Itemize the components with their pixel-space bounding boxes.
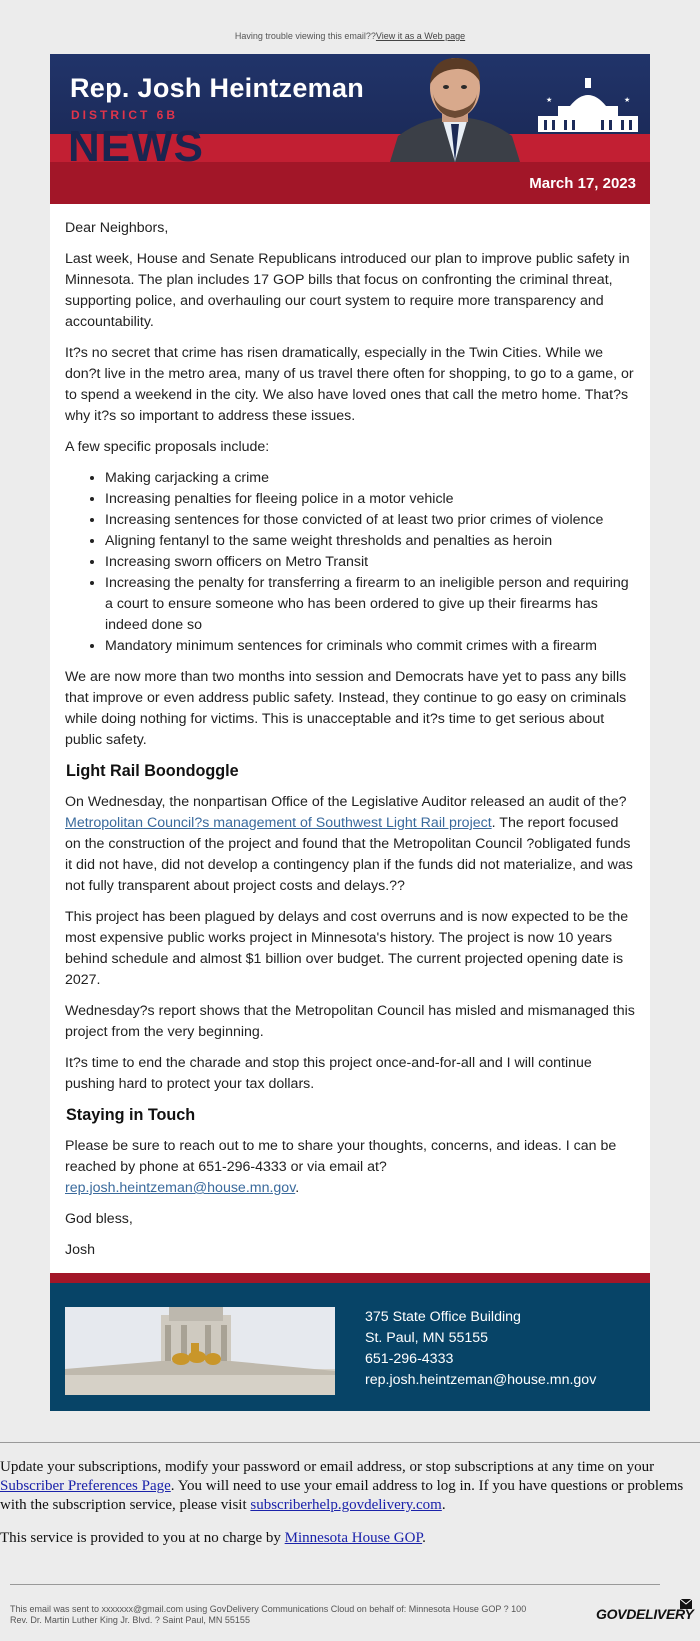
list-item: • Making carjacking a crime [105,468,635,489]
capitol-building-icon [538,76,638,136]
office-address [365,1307,596,1391]
preheader-text: Having trouble viewing this email?? [234,31,376,41]
list-item: • Increasing sentences for those convicted of at least two prior crimes of violence [105,510,635,531]
service-text-end: . [422,1530,426,1546]
subscription-text-end: . [441,1497,446,1513]
audit-text-start: On Wednesday, the nonpartisan Office of the Legislative Auditor released an audit of the? [65,794,627,810]
fine-print-line-1: This email was sent to xxxxxxx@gmail.com using GovDelivery Communications Cloud on behalf of: Minnesota House GOP ? 100 [10,1604,527,1614]
crime-paragraph: It?s no secret that crime has risen dramatically, especially in the Twin Cities. While we don?t live in the metro area, many of us travel there often for shopping, to go to a game, or to spend a weekend in the city. We also have loved ones that call the metro home. That?s why it?s so important to address these issues. [65,345,634,424]
masthead-news: NEWS [68,122,204,171]
intro-paragraph: Last week, House and Senate Republicans introduced our plan to improve public safety in Minnesota. The plan includes 17 GOP bills that focus on confronting the criminal threat, supporting police, and overhauling our court system to require more transparency and accountability. [65,251,630,330]
subscriber-preferences-link[interactable]: Subscriber Preferences Page [0,1478,171,1494]
svg-text:★: ★ [546,96,553,104]
charade-paragraph: It?s time to end the charade and stop this project once-and-for-all and I will continue pushing hard to protect your tax dollars. [65,1055,592,1092]
contact-paragraph [65,1136,635,1199]
representative-name: Rep. Josh Heintzeman [70,73,365,103]
fine-print [10,1604,590,1626]
view-web-page-link[interactable]: View it as a Web page [375,31,466,41]
session-paragraph: We are now more than two months into session and Democrats have yet to pass any bills that improve or even address public safety. Instead, they continue to go easy on criminals while doing nothing for victims. This is unacceptable and it?s time to get serious about public safety. [65,669,627,748]
proposals-list [65,468,635,657]
delays-paragraph: This project has been plagued by delays and cost overruns and is now expected to be the most expensive public works project in Minnesota's history. The project is now 10 years behind schedule and almost $1 billion over budget. The current projected opening date is 2027. [65,909,629,988]
newsletter-banner [50,54,650,204]
district-label: DISTRICT 6B [71,108,179,122]
issue-date: March 17, 2023 [529,175,636,192]
subscription-text: Update your subscriptions, modify your password or email address, or stop subscriptions at any time on your [0,1459,655,1475]
list-item: • Increasing the penalty for transferring a firearm to an ineligible person and requiring a court to ensure someone who has been ordered to give up their firearms has indeed done so [105,573,635,636]
signoff: God bless, [65,1211,133,1227]
office-phone: 651-296-4333 [365,1351,454,1367]
light-rail-heading: Light Rail Boondoggle [66,762,239,780]
contact-email-link[interactable]: rep.josh.heintzeman@house.mn.gov [65,1180,296,1196]
address-line-1: 375 State Office Building [365,1309,521,1325]
capitol-dome-photo [65,1307,335,1395]
proposals-intro: A few specific proposals include: [65,439,270,455]
signature: Josh [65,1242,95,1258]
svg-text:★: ★ [624,96,631,104]
contact-text: Please be sure to reach out to me to share your thoughts, concerns, and ideas. I can be reached by phone at 651-296-4333 or via email at? [65,1138,617,1175]
fine-print-line-2: Rev. Dr. Martin Luther King Jr. Blvd. ? Saint Paul, MN 55155 [10,1615,250,1625]
audit-text-end: . The report focused on the construction of the project and found that the Metropolitan Council ?obligated funds it did not have, did not develop a contingency plan if the funds did not materialize, and was not fully transparent about project costs and delays.?? [65,815,633,894]
office-email: rep.josh.heintzeman@house.mn.gov [365,1372,597,1388]
newsletter-body [50,204,650,1273]
preheader [0,0,700,54]
email-container [50,54,650,1411]
greeting: Dear Neighbors, [65,220,169,236]
list-item: • Increasing penalties for fleeing police in a motor vehicle [105,489,635,510]
report-paragraph: Wednesday?s report shows that the Metropolitan Council has misled and mismanaged this project from the very beginning. [65,1003,635,1040]
subscription-paragraph [0,1458,700,1515]
divider [10,1584,660,1585]
subscriber-help-link[interactable]: subscriberhelp.govdelivery.com [250,1497,442,1513]
service-text: This service is provided to you at no charge by [0,1530,285,1546]
staying-in-touch-heading: Staying in Touch [66,1106,196,1124]
list-item: • Increasing sworn officers on Metro Transit [105,552,635,573]
govdelivery-logo[interactable]: GOVDELIVERY [596,1606,694,1622]
minnesota-house-gop-link[interactable]: Minnesota House GOP [284,1530,423,1546]
subscription-text-middle: . You will need to use your email address to log in. If you have questions or problems with the subscription service, please visit [0,1478,684,1513]
service-paragraph [0,1529,700,1548]
contact-period: . [295,1180,300,1196]
list-item: • Aligning fentanyl to the same weight thresholds and penalties as heroin [105,531,635,552]
list-item: • Mandatory minimum sentences for criminals who commit crimes with a firearm [105,636,635,657]
audit-report-link[interactable]: Metropolitan Council?s management of Southwest Light Rail project [65,815,492,831]
footer-red-bar [50,1273,650,1283]
divider [0,1442,700,1443]
address-line-2: St. Paul, MN 55155 [365,1330,489,1346]
representative-portrait [380,54,530,162]
audit-paragraph [65,792,635,897]
subscription-section [0,1442,700,1585]
contact-footer [50,1283,650,1411]
